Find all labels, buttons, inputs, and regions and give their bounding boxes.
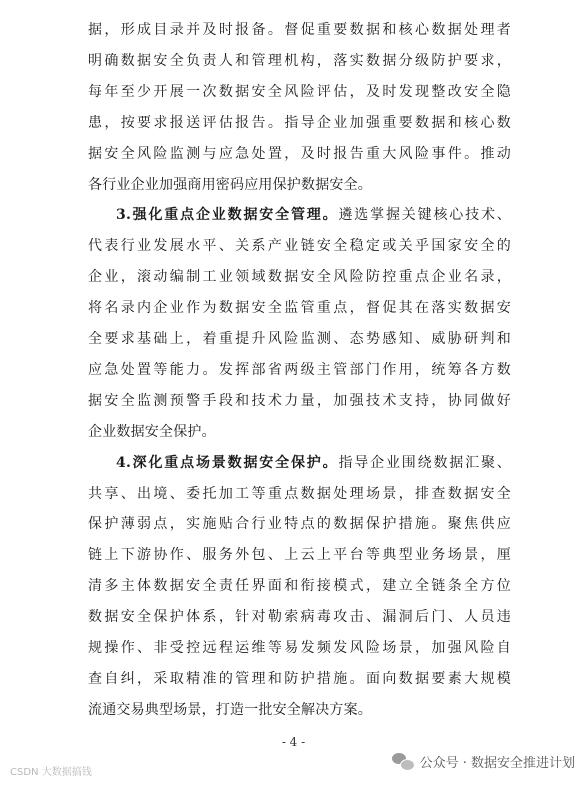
- wechat-icon: [392, 753, 414, 771]
- paragraph-line: 流通交易典型场景，打造一批安全解决方案。: [88, 702, 372, 718]
- paragraph-line: 据安全监测预警手段和技术力量，加强技术支持，协同做好: [88, 393, 511, 409]
- paragraph-line: 据，形成目录并及时报备。督促重要数据和核心数据处理者: [88, 22, 511, 38]
- paragraph-line: 规操作、非受控远程运维等易发频发风险场景，加强风险自: [88, 640, 511, 656]
- paragraph-line: 清多主体数据安全责任界面和衔接模式，建立全链条全方位: [88, 578, 511, 594]
- paragraph-line: 企业数据安全保护。: [88, 424, 216, 440]
- section-3-first-line: [116, 205, 511, 225]
- paragraph-line: 数据安全保护体系，针对勒索病毒攻击、漏洞后门、人员违: [88, 609, 511, 625]
- paragraph-line: 全要求基础上，着重提升风险监测、态势感知、威胁研判和: [88, 331, 511, 347]
- paragraph-line: 据安全风险监测与应急处置，及时报告重大风险事件。推动: [88, 146, 511, 162]
- paragraph-line: 应急处置等能力。发挥部省两级主管部门作用，统筹各方数: [88, 362, 511, 378]
- paragraph-line: 共享、出境、委托加工等重点数据处理场景，排查数据安全: [88, 486, 511, 502]
- paragraph-line: 查自纠，采取精准的管理和防护措施。面向数据要素大规模: [88, 671, 511, 687]
- watermark-right-text: 公众号 · 数据安全推进计划: [419, 756, 575, 771]
- paragraph-line: 各行业企业加强商用密码应用保护数据安全。: [88, 177, 372, 193]
- paragraph-line: 每年至少开展一次数据安全风险评估，及时发现整改安全隐: [88, 84, 511, 100]
- watermark-left: CSDN 大数据搞钱: [10, 767, 92, 778]
- paragraph-line: 患，按要求报送评估报告。指导企业加强重要数据和核心数: [88, 115, 511, 131]
- section-3-heading: 3.强化重点企业数据安全管理。: [116, 207, 339, 223]
- paragraph-line: 代表行业发展水平、关系产业链安全稳定或关乎国家安全的: [88, 238, 511, 254]
- section-3-first-line-text: 遴选掌握关键核心技术、: [338, 207, 511, 223]
- paragraph-line: 保护薄弱点，实施贴合行业特点的数据保护措施。聚焦供应: [88, 516, 511, 532]
- section-4-heading: 4.深化重点场景数据安全保护。: [116, 455, 339, 471]
- paragraph-line: 将名录内企业作为数据安全监管重点，督促其在落实数据安: [88, 300, 511, 316]
- paragraph-line: 明确数据安全负责人和管理机构，落实数据分级防护要求，: [88, 53, 511, 69]
- section-4-first-line: [116, 453, 511, 473]
- watermark-right: [392, 752, 575, 771]
- section-4-first-line-text: 指导企业围绕数据汇聚、: [338, 455, 511, 471]
- page-number: - 4 -: [281, 735, 306, 749]
- paragraph-line: 链上下游协作、服务外包、上云上平台等典型业务场景，厘: [88, 547, 511, 563]
- paragraph-line: 企业，滚动编制工业领域数据安全风险防控重点企业名录，: [88, 269, 511, 285]
